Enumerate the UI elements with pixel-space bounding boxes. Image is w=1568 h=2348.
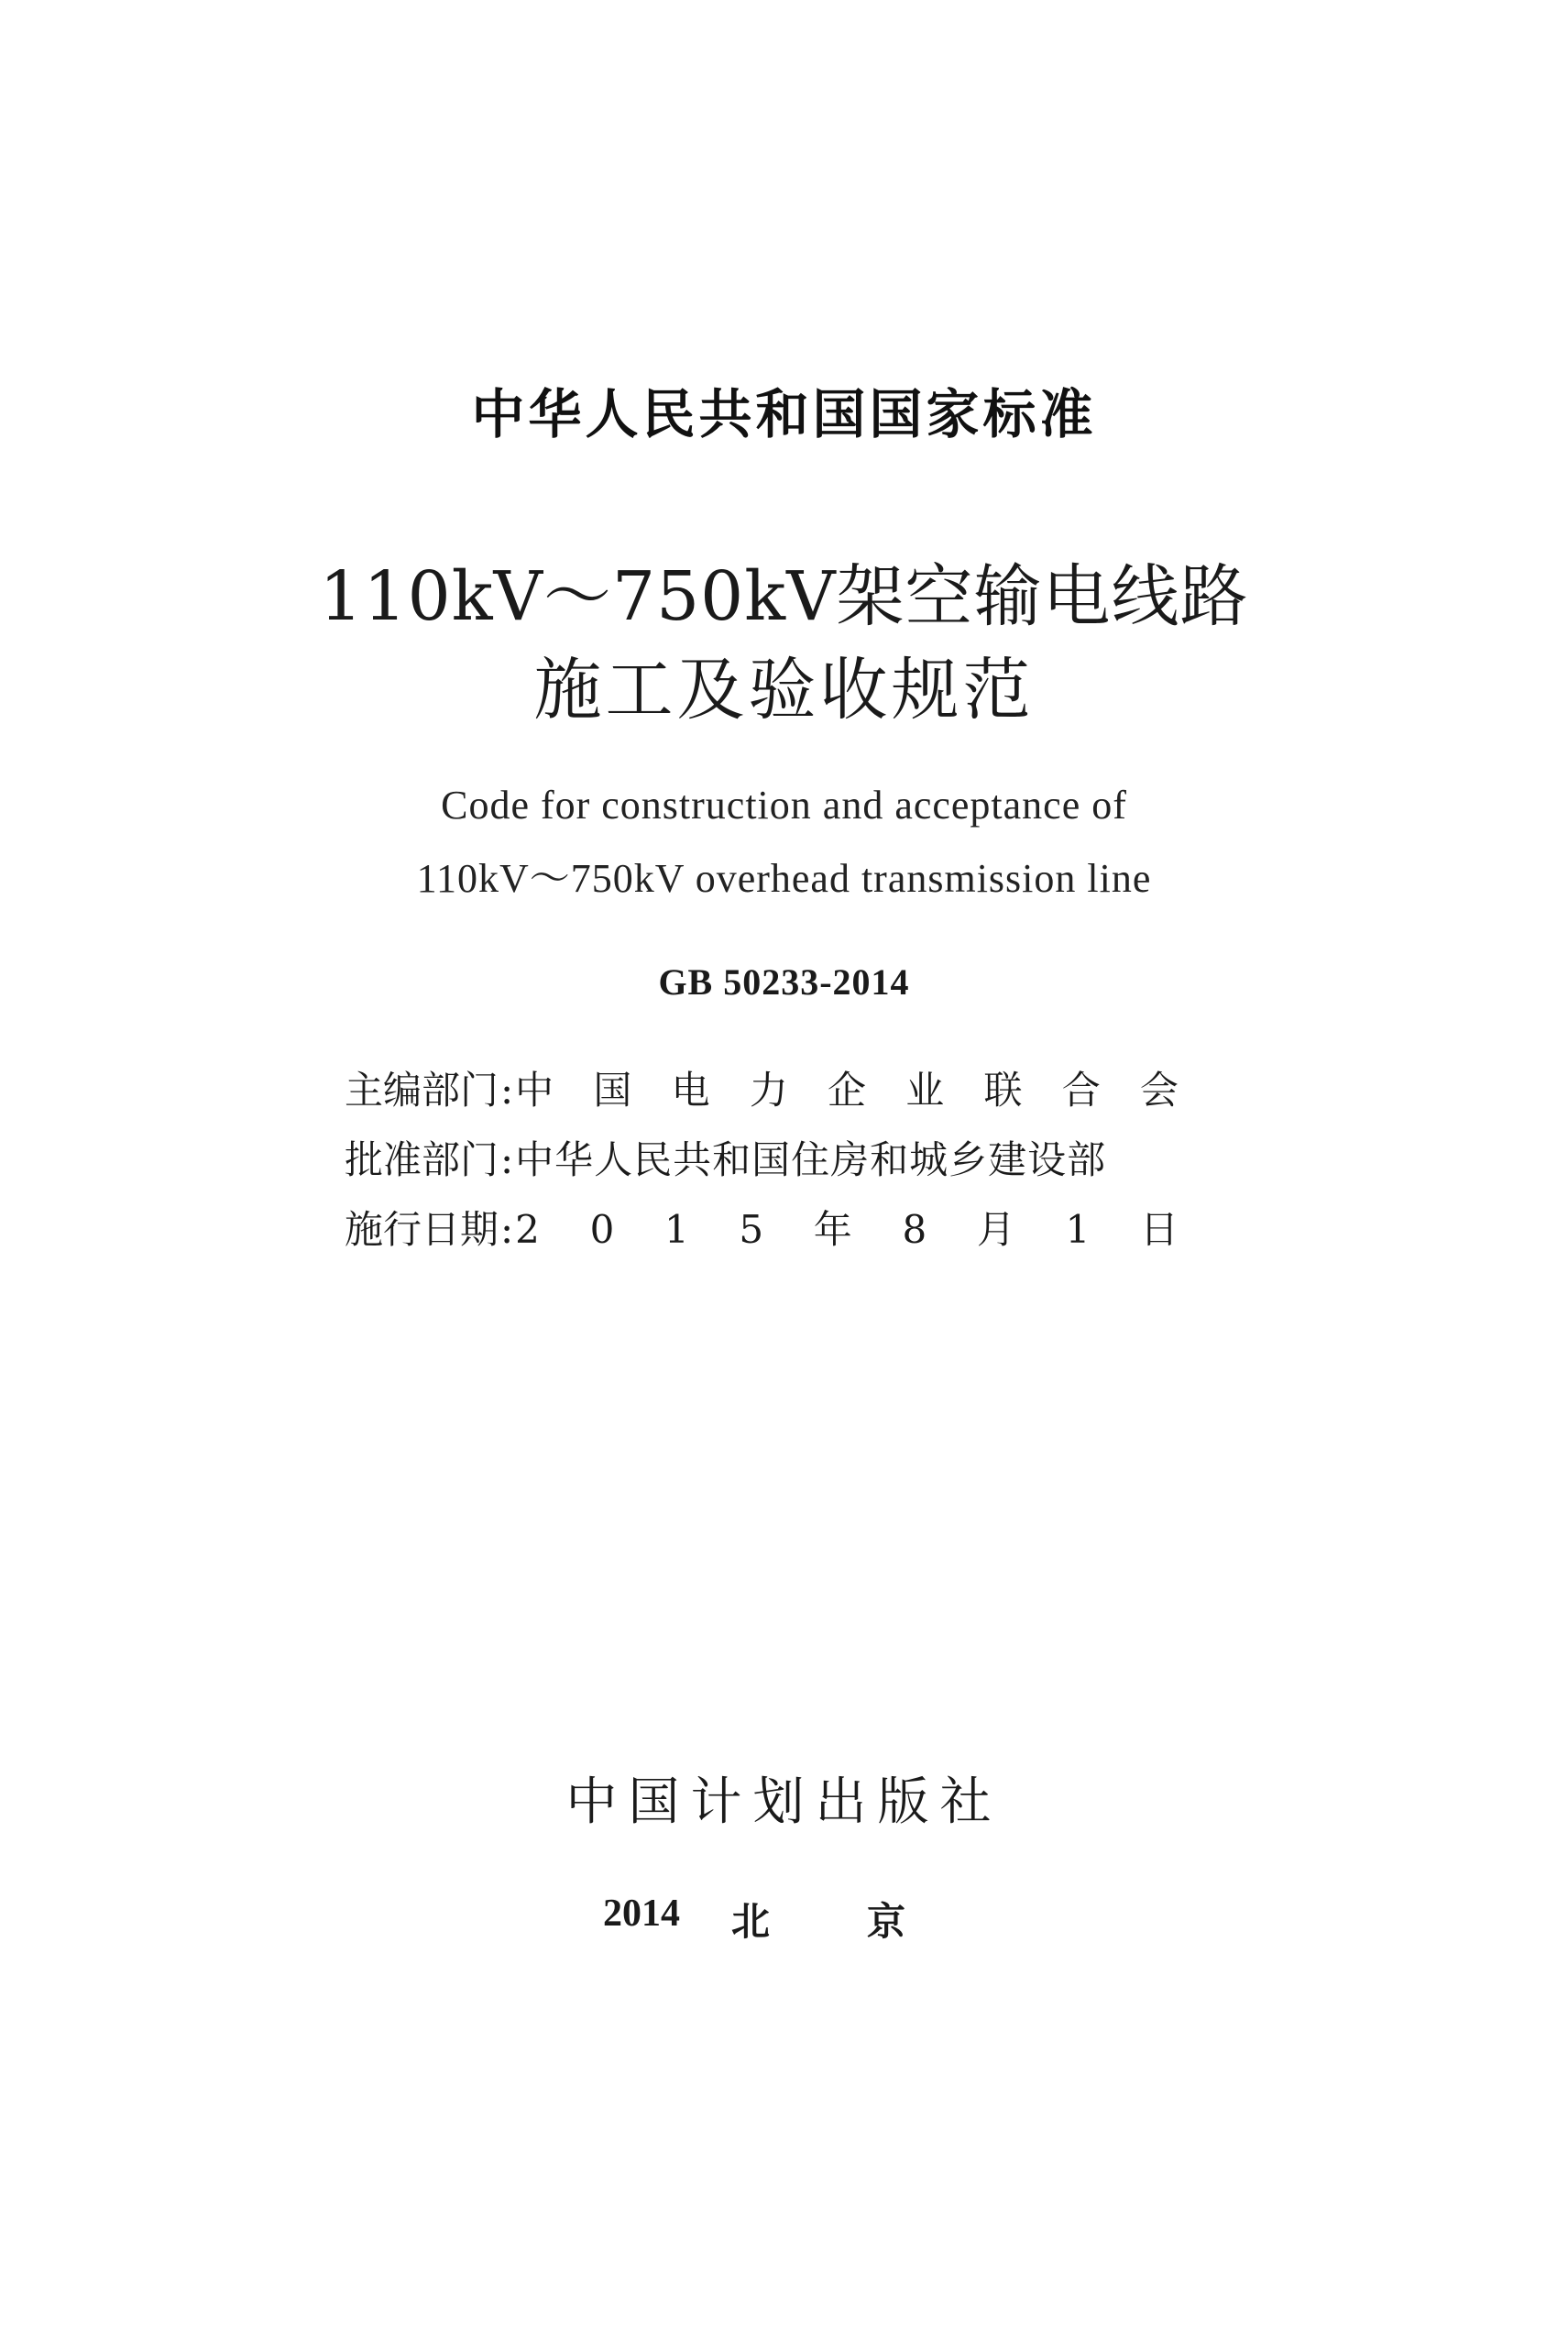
date-char: 0 [589,1207,615,1252]
effective-date-row [345,1202,1179,1257]
editor-colon: : [500,1068,514,1113]
date-char: 8 [902,1207,927,1252]
editor-row [345,1063,1179,1118]
publication-year: 2014 [603,1893,680,1935]
editor-char: 中 [515,1068,554,1113]
chinese-title-line-1: 110kV～750kV架空输电线路 [319,557,1249,636]
effective-date-value [515,1202,1179,1257]
national-standard-header: 中华人民共和国国家标准 [471,383,1097,445]
date-char: 5 [739,1207,764,1252]
publication-place [603,1892,905,1947]
editor-char: 力 [749,1068,788,1113]
english-title-line-1: Code for construction and acceptance of [441,783,1127,828]
date-char: 1 [1065,1207,1091,1252]
city-char: 京 [866,1899,905,1944]
editor-label: 主编部门 [345,1068,499,1113]
date-char: 1 [663,1207,689,1252]
effective-date-label: 施行日期 [345,1207,499,1252]
effective-date-colon: : [500,1207,514,1252]
editor-char: 业 [905,1068,945,1113]
approver-colon: : [500,1137,514,1182]
standard-code: GB 50233-2014 [658,961,910,1003]
publisher-name: 中国计划出版社 [565,1772,1003,1832]
chinese-title-line-2: 施工及验收规范 [533,651,1035,730]
date-char: 月 [976,1207,1015,1252]
publication-info [345,1063,1179,1272]
english-title-line-2: 110kV～750kV overhead transmission line [416,856,1152,901]
editor-char: 会 [1139,1068,1179,1113]
approver-value: 中华人民共和国住房和城乡建设部 [515,1137,1107,1182]
approver-row [345,1133,1179,1188]
editor-value [515,1063,1179,1118]
date-char: 2 [515,1207,540,1252]
editor-char: 企 [828,1068,867,1113]
city-char: 北 [731,1899,771,1944]
publication-city [731,1892,905,1947]
approver-label: 批准部门 [345,1137,499,1182]
date-char: 日 [1139,1207,1179,1252]
editor-char: 国 [593,1068,632,1113]
editor-char: 合 [1061,1068,1101,1113]
editor-char: 电 [671,1068,710,1113]
date-char: 年 [813,1207,852,1252]
editor-char: 联 [983,1068,1023,1113]
